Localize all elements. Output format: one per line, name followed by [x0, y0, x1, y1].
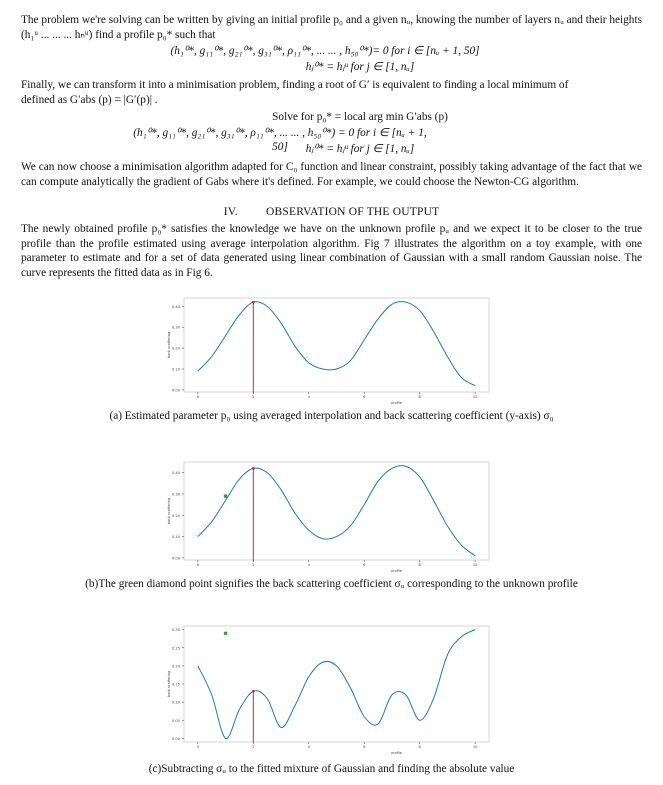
x-axis-label: profile: [391, 401, 402, 405]
estimate-marker-point: [252, 467, 255, 470]
y-axis-label: back scattering: [167, 670, 171, 698]
y-tick-label: 0.05: [171, 718, 180, 723]
fitted-curve: [198, 302, 475, 386]
paragraph-problem: The problem we're solving can be written by giving an initial profile p₀ and a given nᵤ, knowing the number of layers nᵤ and their heights (h₁ᵘ ... ... ... hₙᵘ) find a profile p₀* such that: [21, 14, 642, 41]
equation-solve: Solve for p₀* = local arg min G′abs (p): [272, 111, 448, 123]
x-tick-label: 0: [196, 745, 200, 749]
equation-constraint-2: hⱼ⁰* = hⱼᵘ for j ∈ [1, nᵤ]: [305, 61, 415, 73]
fitted-curve: [198, 630, 475, 739]
y-tick-label: 0.10: [171, 700, 180, 705]
x-tick-label: 4: [307, 745, 310, 749]
plot-frame: [184, 462, 489, 560]
y-tick-label: 0.40: [171, 304, 180, 309]
y-tick-label: 0.20: [171, 346, 180, 351]
caption-b: (b)The green diamond point signifies the back scattering coefficient σᵤ corresponding to the unknown profile: [85, 578, 578, 590]
figure-b-chart: [164, 458, 494, 574]
section-heading: [0, 206, 663, 218]
x-tick-label: 2: [252, 563, 255, 567]
unknown-profile-point: [224, 494, 228, 498]
x-tick-label: 10: [472, 395, 478, 399]
equation-constraint-1: (h₁⁰*, g₁₁⁰*, g₂₁⁰*, g₃₁⁰*, ρ₁₁⁰*, ... ... , h₅₀⁰*)= 0 for i ∈ [nᵤ + 1, 50]: [170, 45, 480, 57]
paragraph-minimisation: Finally, we can transform it into a minimisation problem, finding a root of G′ is equivalent to finding a local minimum of: [21, 79, 569, 91]
caption-a: (a) Estimated parameter p₀ using averaged interpolation and back scattering coefficient (y-axis) σ₀: [109, 410, 554, 422]
y-tick-label: 0.00: [171, 556, 180, 561]
y-tick-label: 0.10: [171, 535, 180, 540]
x-tick-label: 4: [307, 563, 310, 567]
equation-constraint-3: (h₁⁰*, g₁₁⁰*, g₂₁⁰*, g₃₁⁰*, ρ₁₁⁰*, ... ... , h₅₀⁰*) = 0 for i ∈ [nᵤ + 1, 50]: [133, 127, 427, 153]
x-tick-label: 8: [418, 395, 421, 399]
plot-frame: [184, 298, 489, 392]
x-tick-label: 2: [252, 745, 255, 749]
figure-a-chart: [164, 294, 494, 406]
paragraph-algorithm: We can now choose a minimisation algorithm adapted for C₀ function and linear constraint, possibly taking advantage of the fact that we can compute analytically the gradient of Gabs where it's defined. For example, we could choose the Newton-CG algorithm.: [21, 161, 642, 188]
x-tick-label: 0: [196, 395, 200, 399]
equation-constraint-4: hⱼ⁰* = hⱼᵘ for j ∈ [1, nᵤ]: [305, 143, 415, 155]
x-tick-label: 6: [363, 395, 366, 399]
y-tick-label: 0.30: [171, 628, 180, 633]
x-tick-label: 6: [363, 563, 366, 567]
x-axis-label: profile: [391, 569, 402, 573]
y-tick-label: 0.40: [171, 471, 180, 476]
x-tick-label: 8: [418, 745, 421, 749]
unknown-profile-point: [224, 631, 228, 635]
x-tick-label: 4: [307, 395, 310, 399]
x-tick-label: 10: [472, 745, 478, 749]
x-tick-label: 2: [252, 395, 255, 399]
y-tick-label: 0.20: [171, 664, 180, 669]
y-tick-label: 0.00: [171, 388, 180, 393]
y-tick-label: 0.25: [171, 646, 180, 651]
y-axis-label: back scattering: [167, 497, 171, 525]
y-tick-label: 0.20: [171, 513, 180, 518]
y-tick-label: 0.30: [171, 325, 180, 330]
paragraph-minimisation-def: defined as G′abs (p) = |G′(p)| .: [21, 94, 158, 106]
x-tick-label: 8: [418, 563, 421, 567]
paragraph-observation: The newly obtained profile p₀* satisfies the knowledge we have on the unknown profile pᵤ and we expect it to be closer to the true profile than the profile estimated using average interpolation algorithm. Fig 7 illustrates the algorithm on a toy example, with one parameter to estimate and for a set of data generated using linear combination of Gaussian with a small random Gaussian noise. The curve represents the fitted data as in Fig 6.: [21, 223, 642, 279]
y-tick-label: 0.15: [171, 682, 180, 687]
y-axis-label: back scattering: [167, 331, 171, 359]
y-tick-label: 0.10: [171, 367, 180, 372]
x-tick-label: 10: [472, 563, 478, 567]
section-number: IV.: [223, 206, 238, 218]
y-tick-label: 0.00: [171, 736, 180, 741]
y-tick-label: 0.30: [171, 492, 180, 497]
estimate-marker-point: [252, 690, 255, 693]
section-title: OBSERVATION OF THE OUTPUT: [266, 206, 440, 218]
estimate-marker-point: [252, 301, 255, 304]
x-tick-label: 0: [196, 563, 200, 567]
x-axis-label: profile: [391, 751, 402, 755]
figure-c-chart: [164, 622, 494, 756]
x-tick-label: 6: [363, 745, 366, 749]
plot-frame: [184, 626, 489, 742]
fitted-curve: [198, 466, 475, 556]
caption-c: (c)Subtracting σᵤ to the fitted mixture of Gaussian and finding the absolute value: [148, 763, 515, 775]
